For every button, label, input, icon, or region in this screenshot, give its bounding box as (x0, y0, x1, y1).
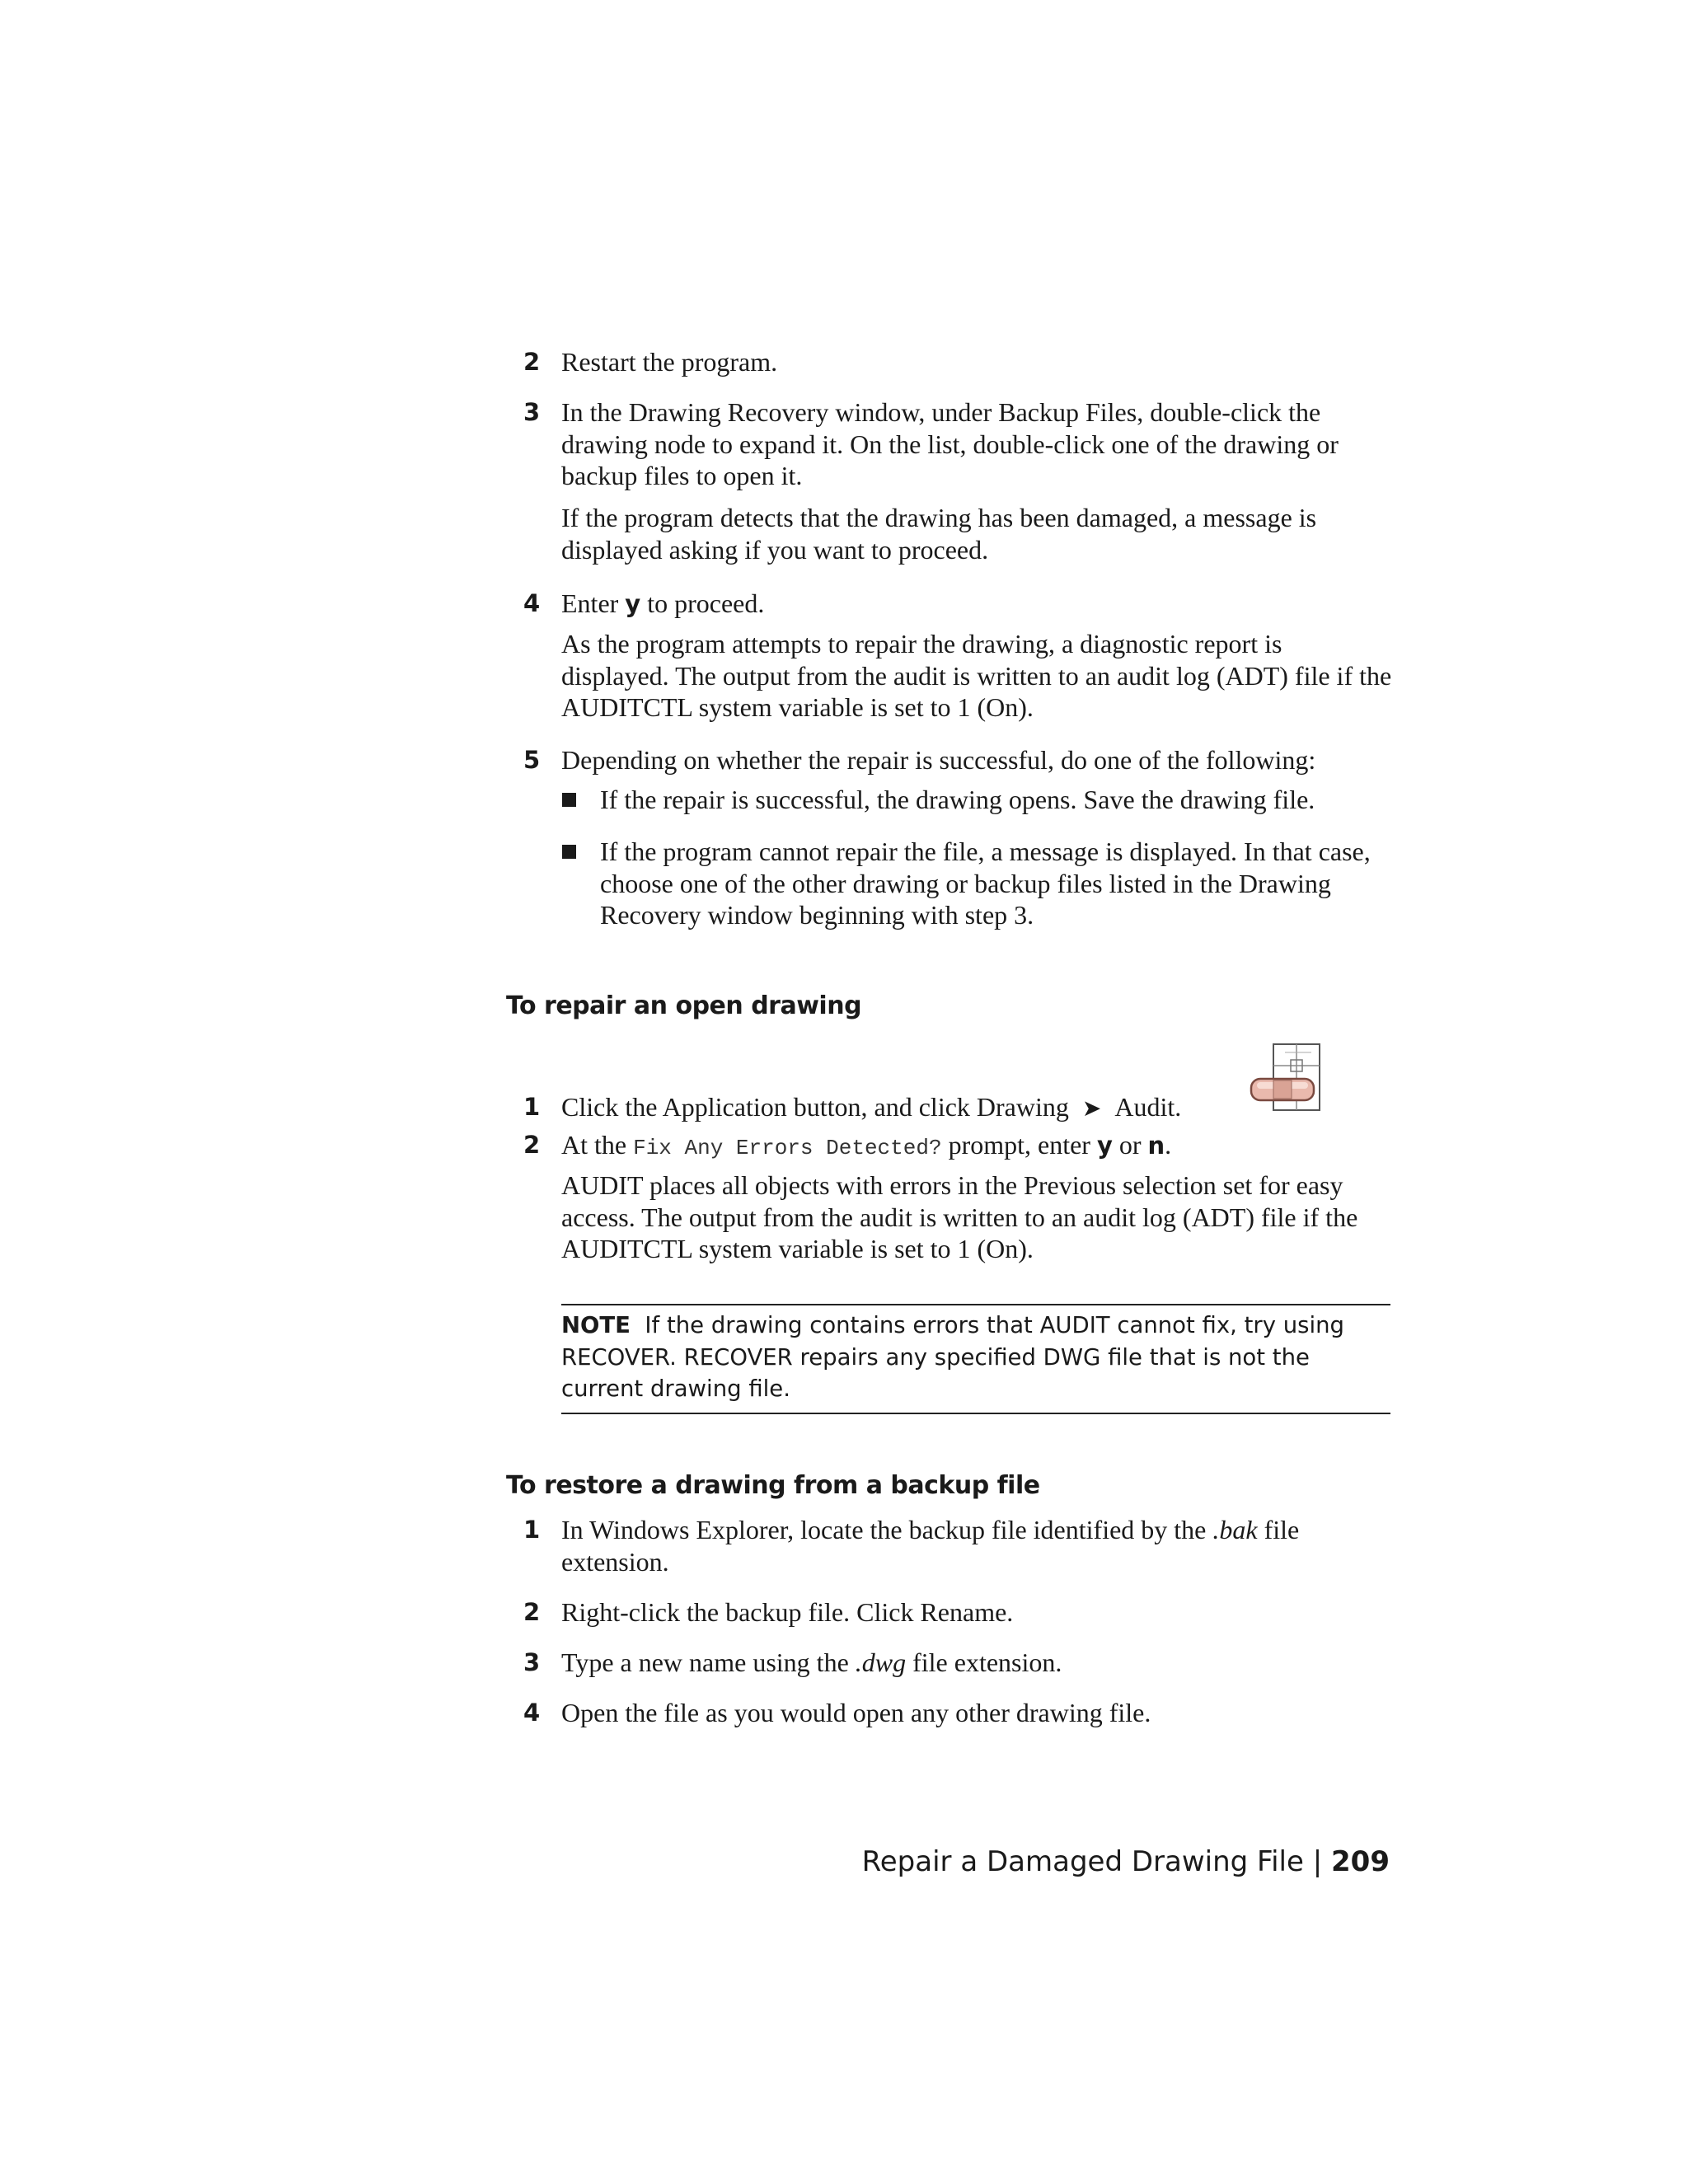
bullet-marker (562, 793, 576, 807)
step-detail: AUDIT places all objects with errors in the Previous selection set for easy access. The output from the audit is written to an audit log (ADT) file if the AUDITCTL system variable is set to 1 (On). (561, 1170, 1358, 1263)
key-y: y (1096, 1132, 1113, 1160)
section-heading: To repair an open drawing (506, 991, 862, 1020)
step-text: In the Drawing Recovery window, under Backup Files, double-click the drawing node to expand it. On the list, double-click one of the drawing or backup files to open it. (561, 397, 1339, 490)
step-number: 3 (523, 1648, 541, 1676)
step-number: 4 (523, 1699, 541, 1727)
file-extension: .dwg (855, 1647, 907, 1677)
note-label: NOTE (561, 1312, 631, 1338)
page-footer (862, 1844, 1390, 1880)
step-number: 2 (523, 1598, 541, 1626)
submenu-arrow-icon: ➤ (1081, 1094, 1102, 1122)
step-text: Enter y to proceed. (561, 588, 765, 618)
section-heading: To restore a drawing from a backup file (506, 1471, 1040, 1500)
footer-title: Repair a Damaged Drawing File (861, 1845, 1304, 1878)
step-text: At the Fix Any Errors Detected? prompt, enter y or n. (561, 1130, 1172, 1160)
step-number: 1 (523, 1516, 541, 1544)
command-prompt-text: Fix Any Errors Detected? (633, 1136, 942, 1160)
step-detail: As the program attempts to repair the drawing, a diagnostic report is displayed. The output from the audit is written to an audit log (ADT) file if the AUDITCTL system variable is set to 1 (On). (561, 629, 1392, 722)
step-number: 5 (523, 746, 541, 774)
step-text: Click the Application button, and click Drawing ➤ Audit. (561, 1092, 1182, 1122)
key-y: y (625, 590, 641, 618)
step-text: Type a new name using the .dwg file extension. (561, 1647, 1062, 1677)
step-number: 4 (523, 589, 541, 617)
file-extension: .bak (1212, 1515, 1258, 1544)
step-text: In Windows Explorer, locate the backup file identified by the .bak file extension. (561, 1515, 1300, 1577)
step-number: 2 (523, 1131, 541, 1159)
step-text: Restart the program. (561, 347, 778, 377)
audit-icon (1249, 1043, 1323, 1117)
step-text: Right-click the backup file. Click Rename. (561, 1597, 1014, 1627)
key-n: n (1147, 1132, 1165, 1160)
note-box (561, 1304, 1390, 1414)
page-number: 209 (1331, 1845, 1390, 1878)
bullet-marker (562, 845, 576, 859)
bullet-text: If the repair is successful, the drawing opens. Save the drawing file. (600, 785, 1315, 814)
bullet-text: If the program cannot repair the file, a message is displayed. In that case, choose one of the other drawing or backup files listed in the Drawing Recovery window beginning with step 3. (600, 837, 1371, 930)
step-number: 3 (523, 398, 541, 426)
step-detail: If the program detects that the drawing has been damaged, a message is displayed asking if you want to proceed. (561, 503, 1317, 565)
note-text: NOTE If the drawing contains errors that AUDIT cannot fix, try using RECOVER. RECOVER repairs any specified DWG file that is not the current drawing file. (561, 1312, 1344, 1402)
footer-separator: | (1312, 1845, 1323, 1878)
step-number: 1 (523, 1093, 541, 1121)
step-text: Depending on whether the repair is successful, do one of the following: (561, 745, 1316, 775)
step-number: 2 (523, 348, 541, 376)
step-text: Open the file as you would open any other drawing file. (561, 1698, 1151, 1727)
